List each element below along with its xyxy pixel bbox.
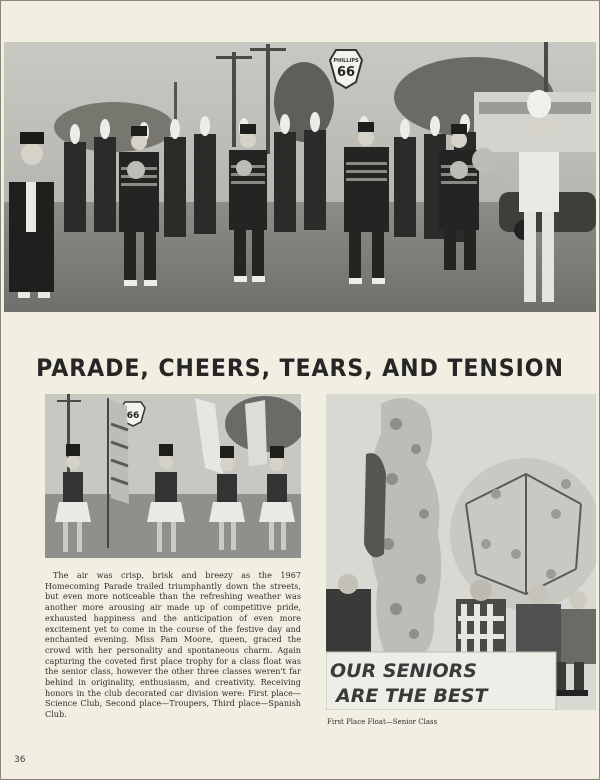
phillips-brand-text: PHILLIPS	[333, 58, 359, 64]
story-paragraph: The air was crisp, brisk and breezy as the 1967 Homecoming Parade trailed triumphantly down the streets, but even more noticeable than the refreshing weather was another more arousing air made up of competitive pride, exhausted happiness and the anticipation of even more excitement yet to come in the course of the festive day and enchanted evening. Miss Pam Moore, queen, graced the crowd with her personality and spontaneous charm. Again capturing the coveted first place trophy for a class float was the senior class, however the other three classes weren't far behind in originality, enthusiasm, and creativity. Receiving honors in the club decorated car division were: First place—Science Club, Second place—Troupers, Third place—Spanish Club.	[45, 570, 301, 720]
senior-float-photo	[326, 394, 596, 710]
small-sign-66-text: 66	[126, 411, 140, 421]
page-number: 36	[14, 755, 26, 765]
sign-66-text: 66	[336, 65, 356, 80]
headline: PARADE, CHEERS, TEARS, AND TENSION	[36, 354, 564, 383]
banner-line-1: OUR SENIORS	[330, 660, 477, 682]
banner-line-2: ARE THE BEST	[336, 685, 488, 707]
float-caption: First Place Float—Senior Class	[327, 718, 438, 726]
majorettes-photo	[45, 394, 301, 558]
marching-band-photo	[4, 42, 596, 312]
